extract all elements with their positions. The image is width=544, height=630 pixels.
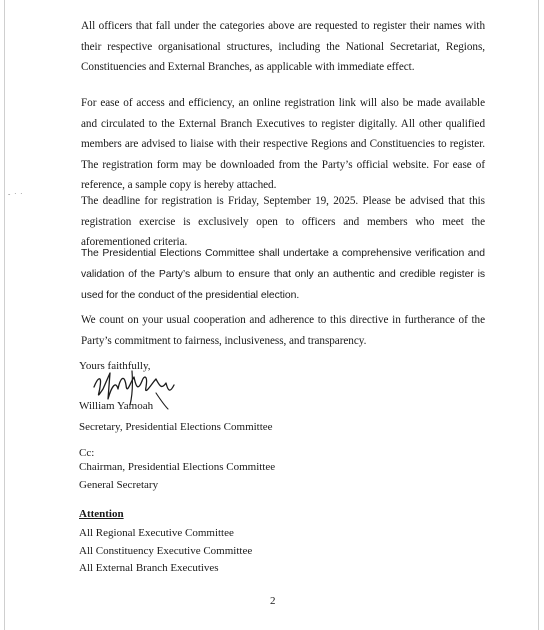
cc-recipient: Chairman, Presidential Elections Committee — [79, 461, 276, 473]
scan-edge-right — [538, 0, 539, 630]
paragraph-deadline: The deadline for registration is Friday, September 19, 2025. Please be advised that this registration exercise is exclusively open to officers and members who meet the aforementioned criteria. — [81, 195, 485, 248]
paragraph-cooperation: We count on your usual cooperation and adherence to this directive in furtherance of the Party’s commitment to fairness, inclusiveness, and transparency. — [81, 314, 485, 347]
signatory-name: William Yamoah — [79, 400, 154, 412]
attention-heading: Attention — [79, 508, 124, 520]
cc-label: Cc: — [79, 447, 95, 459]
scan-edge-left — [4, 0, 5, 630]
attention-recipient: All Constituency Executive Committee — [79, 545, 253, 557]
attention-recipient: All Regional Executive Committee — [79, 527, 234, 539]
closing-salutation: Yours faithfully, — [79, 360, 151, 372]
scan-speck: - · · — [8, 190, 24, 198]
cc-recipient: General Secretary — [79, 479, 159, 491]
paragraph-registration-instruction: All officers that fall under the categories above are requested to register their names with their respective organisational structures, including the National Secretariat, Regions, Constituencies and External Branches, as applicable with immediate effect. — [81, 20, 485, 73]
paragraph-verification: The Presidential Elections Committee shall undertake a comprehensive verification and validation of the Party’s album to ensure that only an authentic and credible register is used for the conduct of the presidential election. — [81, 248, 485, 301]
paragraph-online-registration: For ease of access and efficiency, an online registration link will also be made available and circulated to the External Branch Executives to register digitally. All other qualified members are advised to liaise with their respective Regions and Constituencies to register. The registration form may be downloaded from the Party’s official website. For ease of reference, a sample copy is hereby attached. — [81, 97, 485, 191]
signatory-title: Secretary, Presidential Elections Committee — [79, 421, 273, 433]
page-number: 2 — [270, 595, 276, 607]
attention-recipient: All External Branch Executives — [79, 562, 219, 574]
